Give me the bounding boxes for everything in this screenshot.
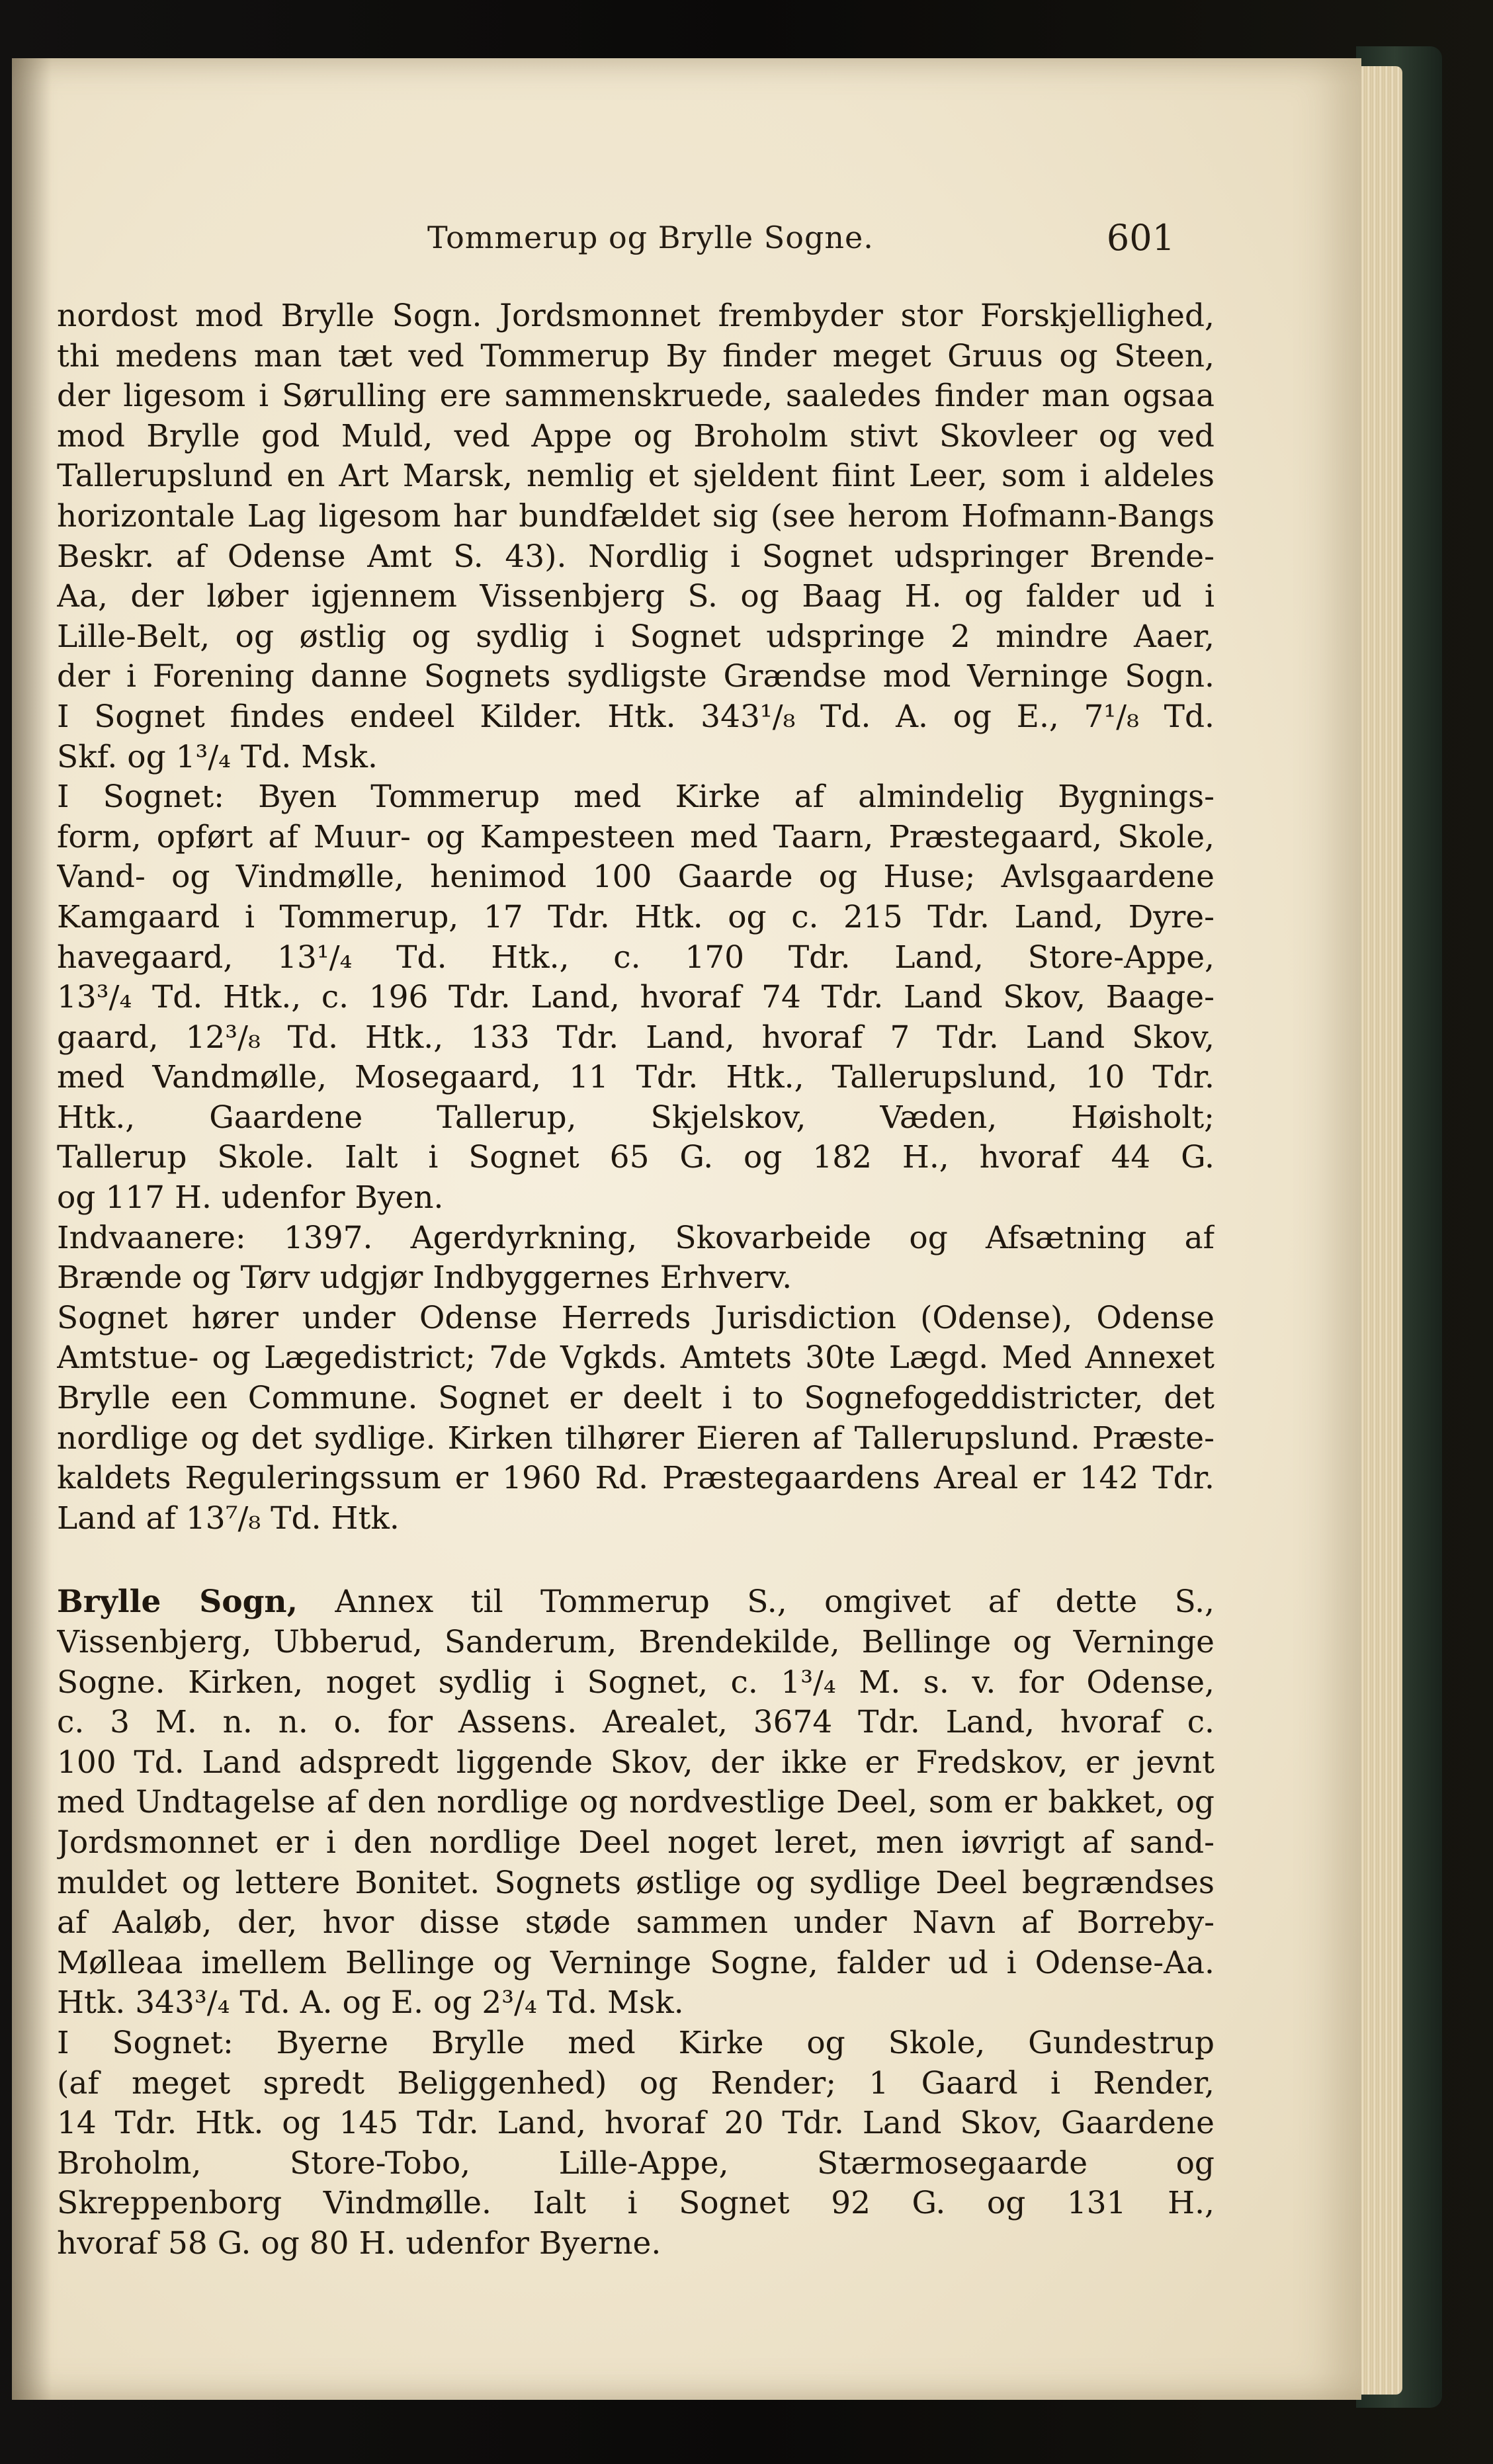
text-line: form, opført af Muur- og Kampesteen med Taarn, Præstegaard, Skole,: [57, 818, 1215, 855]
text-line: mod Brylle god Muld, ved Appe og Broholm stivt Skovleer og ved: [57, 417, 1215, 454]
text-line: Brænde og Tørv udgjør Indbyggernes Erhverv.: [57, 1259, 792, 1296]
text-line: nordlige og det sydlige. Kirken tilhører Eieren af Tallerupslund. Præste-: [57, 1420, 1215, 1457]
text-line: Jordsmonnet er i den nordlige Deel noget leret, men iøvrigt af sand-: [57, 1824, 1215, 1861]
text-line: Htk. 343³/₄ Td. A. og E. og 2³/₄ Td. Msk.: [57, 1984, 684, 2021]
text-line: Amtstue- og Lægedistrict; 7de Vgkds. Amtets 30te Lægd. Med Annexet: [57, 1339, 1215, 1377]
text-line: med Undtagelse af den nordlige og nordvestlige Deel, som er bakket, og: [57, 1784, 1215, 1821]
text-line: Mølleaa imellem Bellinge og Verninge Sogne, falder ud i Odense-Aa.: [57, 1944, 1215, 1981]
text-line: Beskr. af Odense Amt S. 43). Nordlig i Sognet udspringer Brende-: [57, 538, 1215, 575]
text-line: horizontale Lag ligesom har bundfældet sig (see herom Hofmann-Bangs: [57, 497, 1215, 534]
text-line: Vand- og Vindmølle, henimod 100 Gaarde og Huse; Avlsgaardene: [57, 859, 1215, 896]
text-line: der ligesom i Sørulling ere sammenskruede, saaledes finder man ogsaa: [57, 378, 1215, 415]
text-line: Skf. og 1³/₄ Td. Msk.: [57, 738, 378, 775]
running-title: Tommerup og Brylle Sogne.: [427, 220, 874, 255]
text-line: havegaard, 13¹/₄ Td. Htk., c. 170 Tdr. Land, Store-Appe,: [57, 939, 1215, 976]
text-line: og 117 H. udenfor Byen.: [57, 1179, 444, 1216]
text-line: I Sognet: Byen Tommerup med Kirke af almindelig Bygnings-: [57, 779, 1215, 816]
text-line: Tallerup Skole. Ialt i Sognet 65 G. og 182 H., hvoraf 44 G.: [57, 1139, 1215, 1176]
text-line: nordost mod Brylle Sogn. Jordsmonnet frembyder stor Forskjellighed,: [57, 298, 1215, 334]
section-gap: [57, 1539, 1215, 1582]
text-line: der i Forening danne Sognets sydligste Grændse mod Verninge Sogn.: [57, 658, 1215, 695]
text-line: gaard, 12³/₈ Td. Htk., 133 Tdr. Land, hvoraf 7 Tdr. Land Skov,: [57, 1019, 1215, 1056]
text-line: Broholm, Store-Tobo, Lille-Appe, Stærmosegaarde og: [57, 2145, 1215, 2182]
text-line: Indvaanere: 1397. Agerdyrkning, Skovarbeide og Afsætning af: [57, 1219, 1215, 1256]
page-number: 601: [1106, 217, 1175, 259]
text-line: I Sognet: Byerne Brylle med Kirke og Skole, Gundestrup: [57, 2024, 1215, 2061]
section-heading: Brylle Sogn,: [57, 1584, 298, 1621]
text-line: Land af 13⁷/₈ Td. Htk.: [57, 1500, 400, 1537]
text-line: med Vandmølle, Mosegaard, 11 Tdr. Htk., Tallerupslund, 10 Tdr.: [57, 1059, 1215, 1096]
page-header: [57, 217, 1175, 266]
text-line: 14 Tdr. Htk. og 145 Tdr. Land, hvoraf 20 Tdr. Land Skov, Gaardene: [57, 2105, 1215, 2142]
text-line: (af meget spredt Beliggenhed) og Render; 1 Gaard i Render,: [57, 2064, 1215, 2102]
text-line: kaldets Reguleringssum er 1960 Rd. Præstegaardens Areal er 142 Tdr.: [57, 1460, 1215, 1497]
text-line: Kamgaard i Tommerup, 17 Tdr. Htk. og c. 215 Tdr. Land, Dyre-: [57, 898, 1215, 935]
text-line: 100 Td. Land adspredt liggende Skov, der ikke er Fredskov, er jevnt: [57, 1744, 1215, 1781]
text-line: Lille-Belt, og østlig og sydlig i Sognet udspringe 2 mindre Aaer,: [57, 618, 1215, 655]
text-line: Aa, der løber igjennem Vissenbjerg S. og Baag H. og falder ud i: [57, 578, 1215, 615]
text-line: Sognet hører under Odense Herreds Jurisdiction (Odense), Odense: [57, 1299, 1215, 1336]
text-line: Sogne. Kirken, noget sydlig i Sognet, c. 1³/₄ M. s. v. for Odense,: [57, 1664, 1215, 1701]
text-line: Skreppenborg Vindmølle. Ialt i Sognet 92 G. og 131 H.,: [57, 2185, 1215, 2222]
text-line: Tallerupslund en Art Marsk, nemlig et sjeldent fiint Leer, som i aldeles: [57, 458, 1215, 495]
text-line: Vissenbjerg, Ubberud, Sanderum, Brendekilde, Bellinge og Verninge: [57, 1624, 1215, 1660]
text-line: thi medens man tæt ved Tommerup By finder meget Gruus og Steen,: [57, 337, 1215, 374]
text-line: Brylle een Commune. Sognet er deelt i to Sognefogeddistricter, det: [57, 1380, 1215, 1417]
page-body: [57, 296, 1215, 2264]
text-line: [57, 1582, 1215, 1623]
text-line: hvoraf 58 G. og 80 H. udenfor Byerne.: [57, 2225, 661, 2262]
text-line: 13³/₄ Td. Htk., c. 196 Tdr. Land, hvoraf 74 Tdr. Land Skov, Baage-: [57, 979, 1215, 1016]
text-line: I Sognet findes endeel Kilder. Htk. 343¹/₈ Td. A. og E., 7¹/₈ Td.: [57, 698, 1215, 735]
text-line: Htk., Gaardene Tallerup, Skjelskov, Væden, Høisholt;: [57, 1099, 1215, 1136]
text-line-rest: Annex til Tommerup S., omgivet af dette S.,: [297, 1584, 1215, 1621]
text-line: af Aaløb, der, hvor disse støde sammen under Navn af Borreby-: [57, 1904, 1215, 1941]
gutter-shadow: [12, 58, 52, 2400]
text-line: c. 3 M. n. n. o. for Assens. Arealet, 3674 Tdr. Land, hvoraf c.: [57, 1704, 1215, 1741]
text-line: muldet og lettere Bonitet. Sognets østlige og sydlige Deel begrændses: [57, 1864, 1215, 1901]
